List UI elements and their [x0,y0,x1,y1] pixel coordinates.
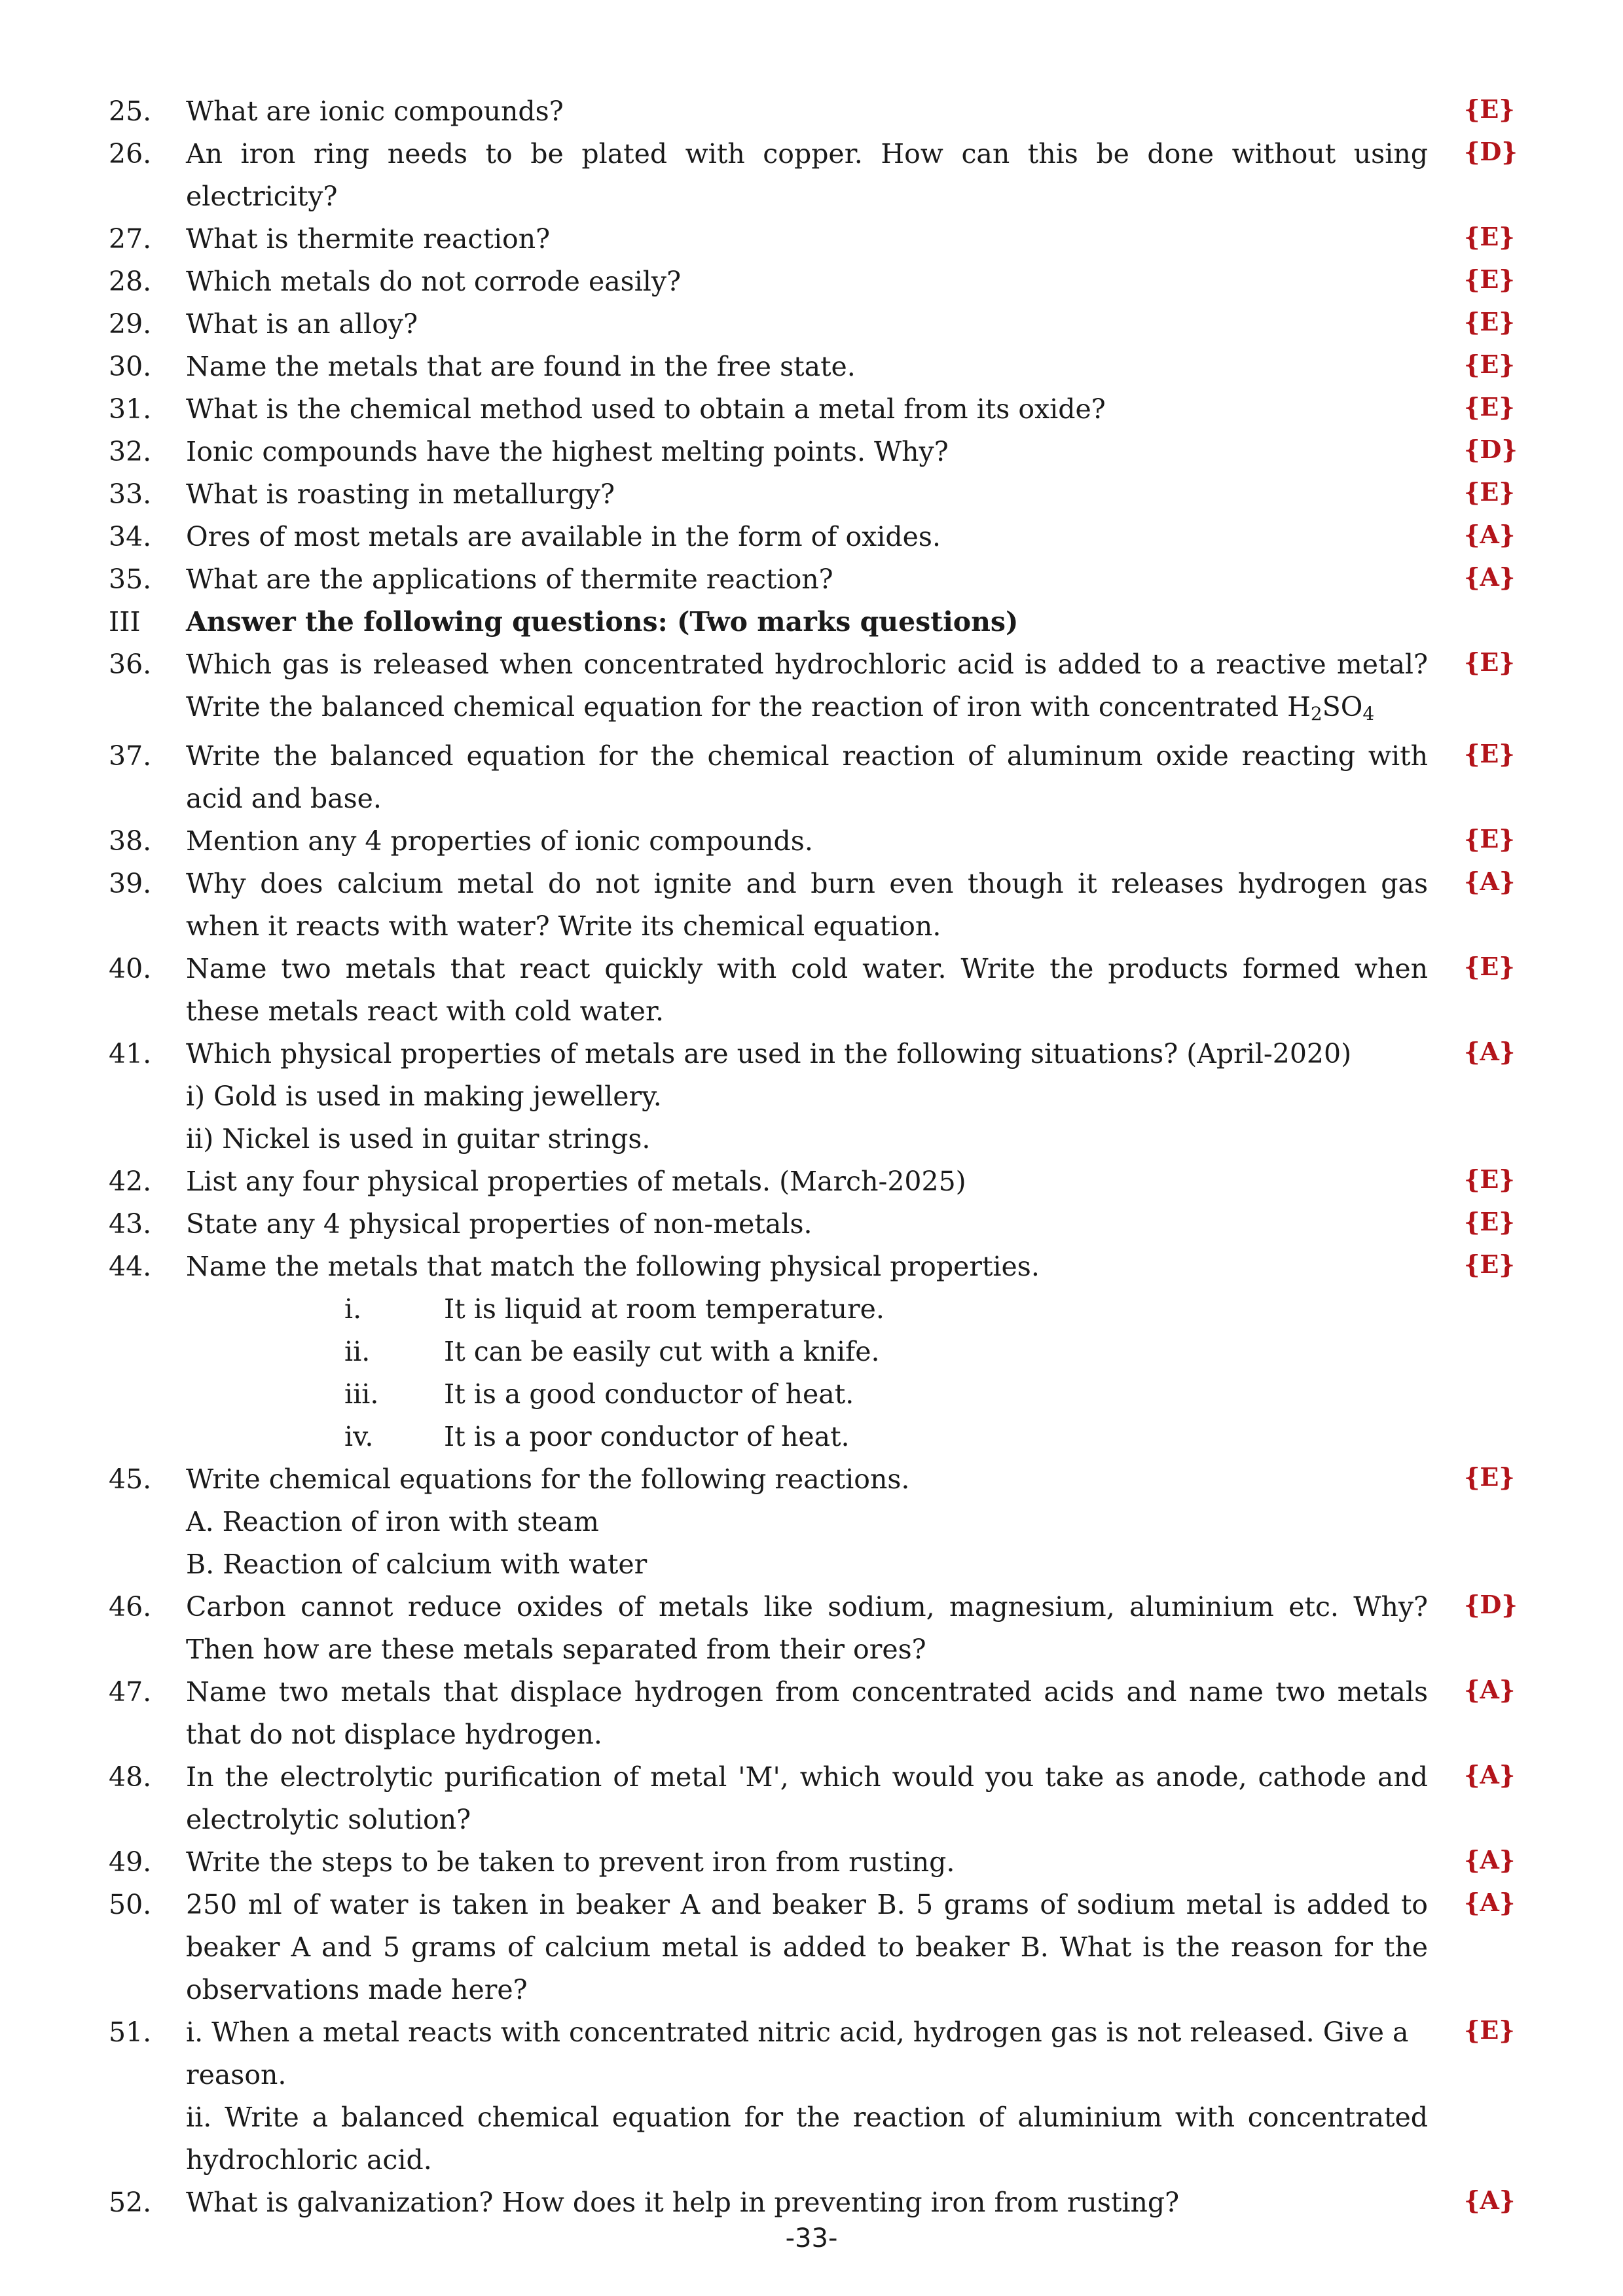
question-text: What are the applications of thermite reaction? [186,564,833,595]
question-text: Write chemical equations for the following reactions. [186,1463,910,1495]
question-item [109,735,1516,820]
question-subline: ii) Nickel is used in guitar strings. [186,1123,651,1155]
question-item [109,1246,1516,1458]
roman-numeral: ii. [344,1336,371,1367]
question-text: What is galvanization? How does it help in preventing iron from rusting? [186,2187,1180,2218]
question-item [109,1841,1516,1884]
question-item [109,218,1516,260]
question-text: What is the chemical method used to obtain a metal from its oxide? [186,393,1106,425]
difficulty-tag: {E} [1464,2015,1515,2045]
question-number: 32. [109,436,152,467]
subscript: 4 [1362,703,1375,725]
question-item [109,1884,1516,2011]
roman-list-item [109,1331,1516,1373]
question-item [109,1756,1516,1841]
question-number: 49. [109,1846,152,1878]
question-item [109,473,1516,516]
question-item [109,260,1516,303]
question-text: What is roasting in metallurgy? [186,478,615,510]
difficulty-tag: {E} [1464,477,1515,507]
difficulty-tag: {E} [1464,952,1515,981]
difficulty-tag: {E} [1464,1207,1515,1236]
question-number: 28. [109,266,152,297]
question-text: Carbon cannot reduce oxides of metals like sodium, magnesium, aluminium etc. Why? Then how are these metals separated from their ores? [186,1591,1428,1665]
question-text: Name the metals that match the following physical properties. [186,1251,1040,1282]
difficulty-tag: {E} [1464,1249,1515,1279]
question-item [109,1458,1516,1586]
roman-list-item [109,1288,1516,1331]
question-item [109,863,1516,948]
question-number: 52. [109,2187,152,2218]
roman-numeral: iii. [344,1378,379,1410]
difficulty-tag: {A} [1464,1675,1516,1704]
question-number: 40. [109,953,152,984]
question-subline: B. Reaction of calcium with water [186,1549,647,1580]
question-item [109,1586,1516,1671]
question-number: 44. [109,1251,152,1282]
question-text: What are ionic compounds? [186,96,564,127]
question-text: Write the balanced equation for the chemical reaction of aluminum oxide reacting with acid and base. [186,740,1428,814]
section-heading [109,601,1516,643]
roman-item-text: It is liquid at room temperature. [444,1293,884,1325]
question-item [109,303,1516,346]
question-number: 50. [109,1889,152,1920]
question-item [109,90,1516,133]
question-item [109,948,1516,1033]
question-number: 41. [109,1038,152,1069]
roman-numeral: i. [344,1293,362,1325]
question-number: 51. [109,2017,152,2048]
difficulty-tag: {E} [1464,647,1515,677]
difficulty-tag: {E} [1464,94,1515,124]
difficulty-tag: {A} [1464,562,1516,592]
question-text: An iron ring needs to be plated with copper. How can this be done without using electricity? [186,138,1428,212]
question-number: 30. [109,351,152,382]
difficulty-tag: {A} [1464,1037,1516,1066]
question-text: What is an alloy? [186,308,418,340]
question-text: Which physical properties of metals are used in the following situations? (April-2020) [186,1038,1352,1069]
question-text: Ionic compounds have the highest melting points. Why? [186,436,949,467]
difficulty-tag: {E} [1464,222,1515,251]
roman-list-item [109,1416,1516,1458]
roman-item-text: It is a good conductor of heat. [444,1378,854,1410]
question-text: What is thermite reaction? [186,223,551,255]
difficulty-tag: {E} [1464,739,1515,768]
question-number: 36. [109,649,152,680]
question-number: 34. [109,521,152,552]
question-text: Name two metals that displace hydrogen from concentrated acids and name two metals that do not displace hydrogen. [186,1676,1428,1750]
question-text-part: Which gas is released when concentrated hydrochloric acid is added to a reactive metal? Write the balanced chemical equation for the reaction of iron with concentrated H [186,649,1428,723]
question-number: 42. [109,1166,152,1197]
question-text: Name two metals that react quickly with cold water. Write the products formed when these metals react with cold water. [186,953,1428,1027]
question-item [109,346,1516,388]
question-number: 37. [109,740,152,772]
difficulty-tag: {E} [1464,1164,1515,1194]
question-number: 31. [109,393,152,425]
section-title: Answer the following questions: (Two marks questions) [186,606,1019,637]
question-item [109,643,1516,735]
question-number: 45. [109,1463,152,1495]
question-number: 46. [109,1591,152,1623]
question-text: Which metals do not corrode easily? [186,266,682,297]
question-number: 26. [109,138,152,170]
question-subline: A. Reaction of iron with steam [186,1506,599,1537]
roman-numeral: iv. [344,1421,374,1452]
difficulty-tag: {A} [1464,1888,1516,1917]
question-item [109,2181,1516,2224]
difficulty-tag: {E} [1464,1462,1515,1492]
question-text: Ores of most metals are available in the form of oxides. [186,521,941,552]
question-text: State any 4 physical properties of non-metals. [186,1208,812,1240]
question-item [109,516,1516,558]
difficulty-tag: {A} [1464,867,1516,896]
question-number: 38. [109,825,152,857]
question-text: Name the metals that are found in the free state. [186,351,856,382]
question-text: Write the steps to be taken to prevent iron from rusting. [186,1846,955,1878]
question-text: List any four physical properties of metals. (March-2025) [186,1166,966,1197]
roman-item-text: It can be easily cut with a knife. [444,1336,880,1367]
difficulty-tag: {A} [1464,1845,1516,1874]
question-number: 47. [109,1676,152,1708]
difficulty-tag: {D} [1464,1590,1518,1619]
question-text-part: SO [1322,691,1363,723]
question-item [109,431,1516,473]
question-item [109,133,1516,218]
question-text: In the electrolytic purification of metal 'M', which would you take as anode, cathode and electrolytic solution? [186,1761,1428,1835]
question-number: 25. [109,96,152,127]
subscript: 2 [1310,703,1322,725]
question-number: 48. [109,1761,152,1793]
question-item [109,2011,1516,2181]
question-number: 35. [109,564,152,595]
question-text: i. When a metal reacts with concentrated nitric acid, hydrogen gas is not released. Give a reason. [186,2017,1409,2090]
question-item [109,1033,1516,1160]
question-number: 29. [109,308,152,340]
question-number: 33. [109,478,152,510]
difficulty-tag: {D} [1464,137,1518,166]
difficulty-tag: {E} [1464,264,1515,294]
difficulty-tag: {A} [1464,2185,1516,2215]
question-text: ii. Write a balanced chemical equation for the reaction of aluminium with concentrated hydrochloric acid. [186,2102,1428,2176]
question-item [109,1203,1516,1246]
section-number: III [109,606,141,637]
question-text [186,643,1428,735]
difficulty-tag: {E} [1464,392,1515,422]
question-number: 39. [109,868,152,899]
question-item [109,820,1516,863]
roman-item-text: It is a poor conductor of heat. [444,1421,850,1452]
question-subline: i) Gold is used in making jewellery. [186,1081,662,1112]
page-number: -33- [785,2223,838,2253]
difficulty-tag: {A} [1464,1760,1516,1789]
difficulty-tag: {D} [1464,435,1518,464]
question-item [109,388,1516,431]
question-item [109,1671,1516,1756]
roman-list-item [109,1373,1516,1416]
question-text: Why does calcium metal do not ignite and burn even though it releases hydrogen gas when it reacts with water? Write its chemical equation. [186,868,1428,942]
question-list [109,90,1516,2224]
question-text: 250 ml of water is taken in beaker A and beaker B. 5 grams of sodium metal is added to beaker A and 5 grams of calcium metal is added to beaker B. What is the reason for the observations made here? [186,1889,1428,2005]
difficulty-tag: {E} [1464,307,1515,336]
difficulty-tag: {A} [1464,520,1516,549]
difficulty-tag: {E} [1464,824,1515,853]
question-item [109,558,1516,601]
question-text: Mention any 4 properties of ionic compounds. [186,825,813,857]
difficulty-tag: {E} [1464,350,1515,379]
question-number: 43. [109,1208,152,1240]
question-item [109,1160,1516,1203]
question-number: 27. [109,223,152,255]
